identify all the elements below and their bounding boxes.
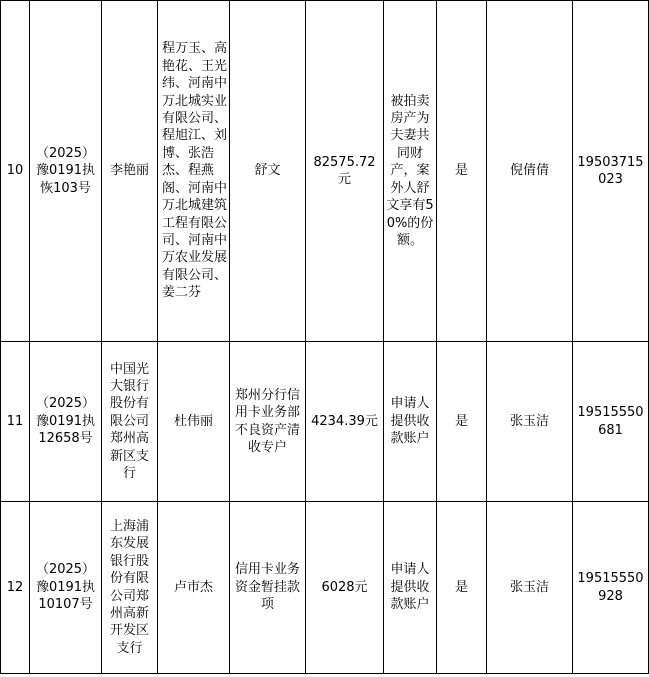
flag: 是: [437, 502, 487, 674]
reason: 申请人提供收款账户: [384, 342, 437, 502]
case-number: （2025）豫0191执10107号: [30, 502, 102, 674]
flag: 是: [437, 1, 487, 342]
phone-number: 19515550928: [573, 502, 649, 674]
applicant: 上海浦东发展银行股份有限公司郑州高新开发区支行: [102, 502, 158, 674]
amount: 4234.39元: [306, 342, 384, 502]
contact-person: 张玉洁: [487, 502, 573, 674]
row-number: 11: [1, 342, 30, 502]
contact-person: 张玉洁: [487, 342, 573, 502]
table-row: [1, 1, 649, 342]
applicant: 中国光大银行股份有限公司郑州高新区支行: [102, 342, 158, 502]
case-number: （2025）豫0191执12658号: [30, 342, 102, 502]
phone-number: 19503715023: [573, 1, 649, 342]
contact-person: 倪倩倩: [487, 1, 573, 342]
phone-number: 19515550681: [573, 342, 649, 502]
payee: 信用卡业务资金暂挂款项: [230, 502, 306, 674]
table-row: [1, 502, 649, 674]
reason: 被拍卖房产为夫妻共同财产，案外人舒文享有50%的份额。: [384, 1, 437, 342]
row-number: 10: [1, 1, 30, 342]
flag: 是: [437, 342, 487, 502]
respondent: 程万玉、高艳花、王光纬、河南中万北城实业有限公司、程旭江、刘博、张浩杰、程燕阁、河南中万北城建筑工程有限公司、河南中万农业发展有限公司、姜二芬: [158, 1, 230, 342]
amount: 82575.72元: [306, 1, 384, 342]
respondent: 杜伟丽: [158, 342, 230, 502]
reason: 申请人提供收款账户: [384, 502, 437, 674]
table-row: [1, 342, 649, 502]
payee: 郑州分行信用卡业务部不良资产清收专户: [230, 342, 306, 502]
amount: 6028元: [306, 502, 384, 674]
case-number: （2025）豫0191执恢103号: [30, 1, 102, 342]
payee: 舒文: [230, 1, 306, 342]
applicant: 李艳丽: [102, 1, 158, 342]
respondent: 卢市杰: [158, 502, 230, 674]
row-number: 12: [1, 502, 30, 674]
